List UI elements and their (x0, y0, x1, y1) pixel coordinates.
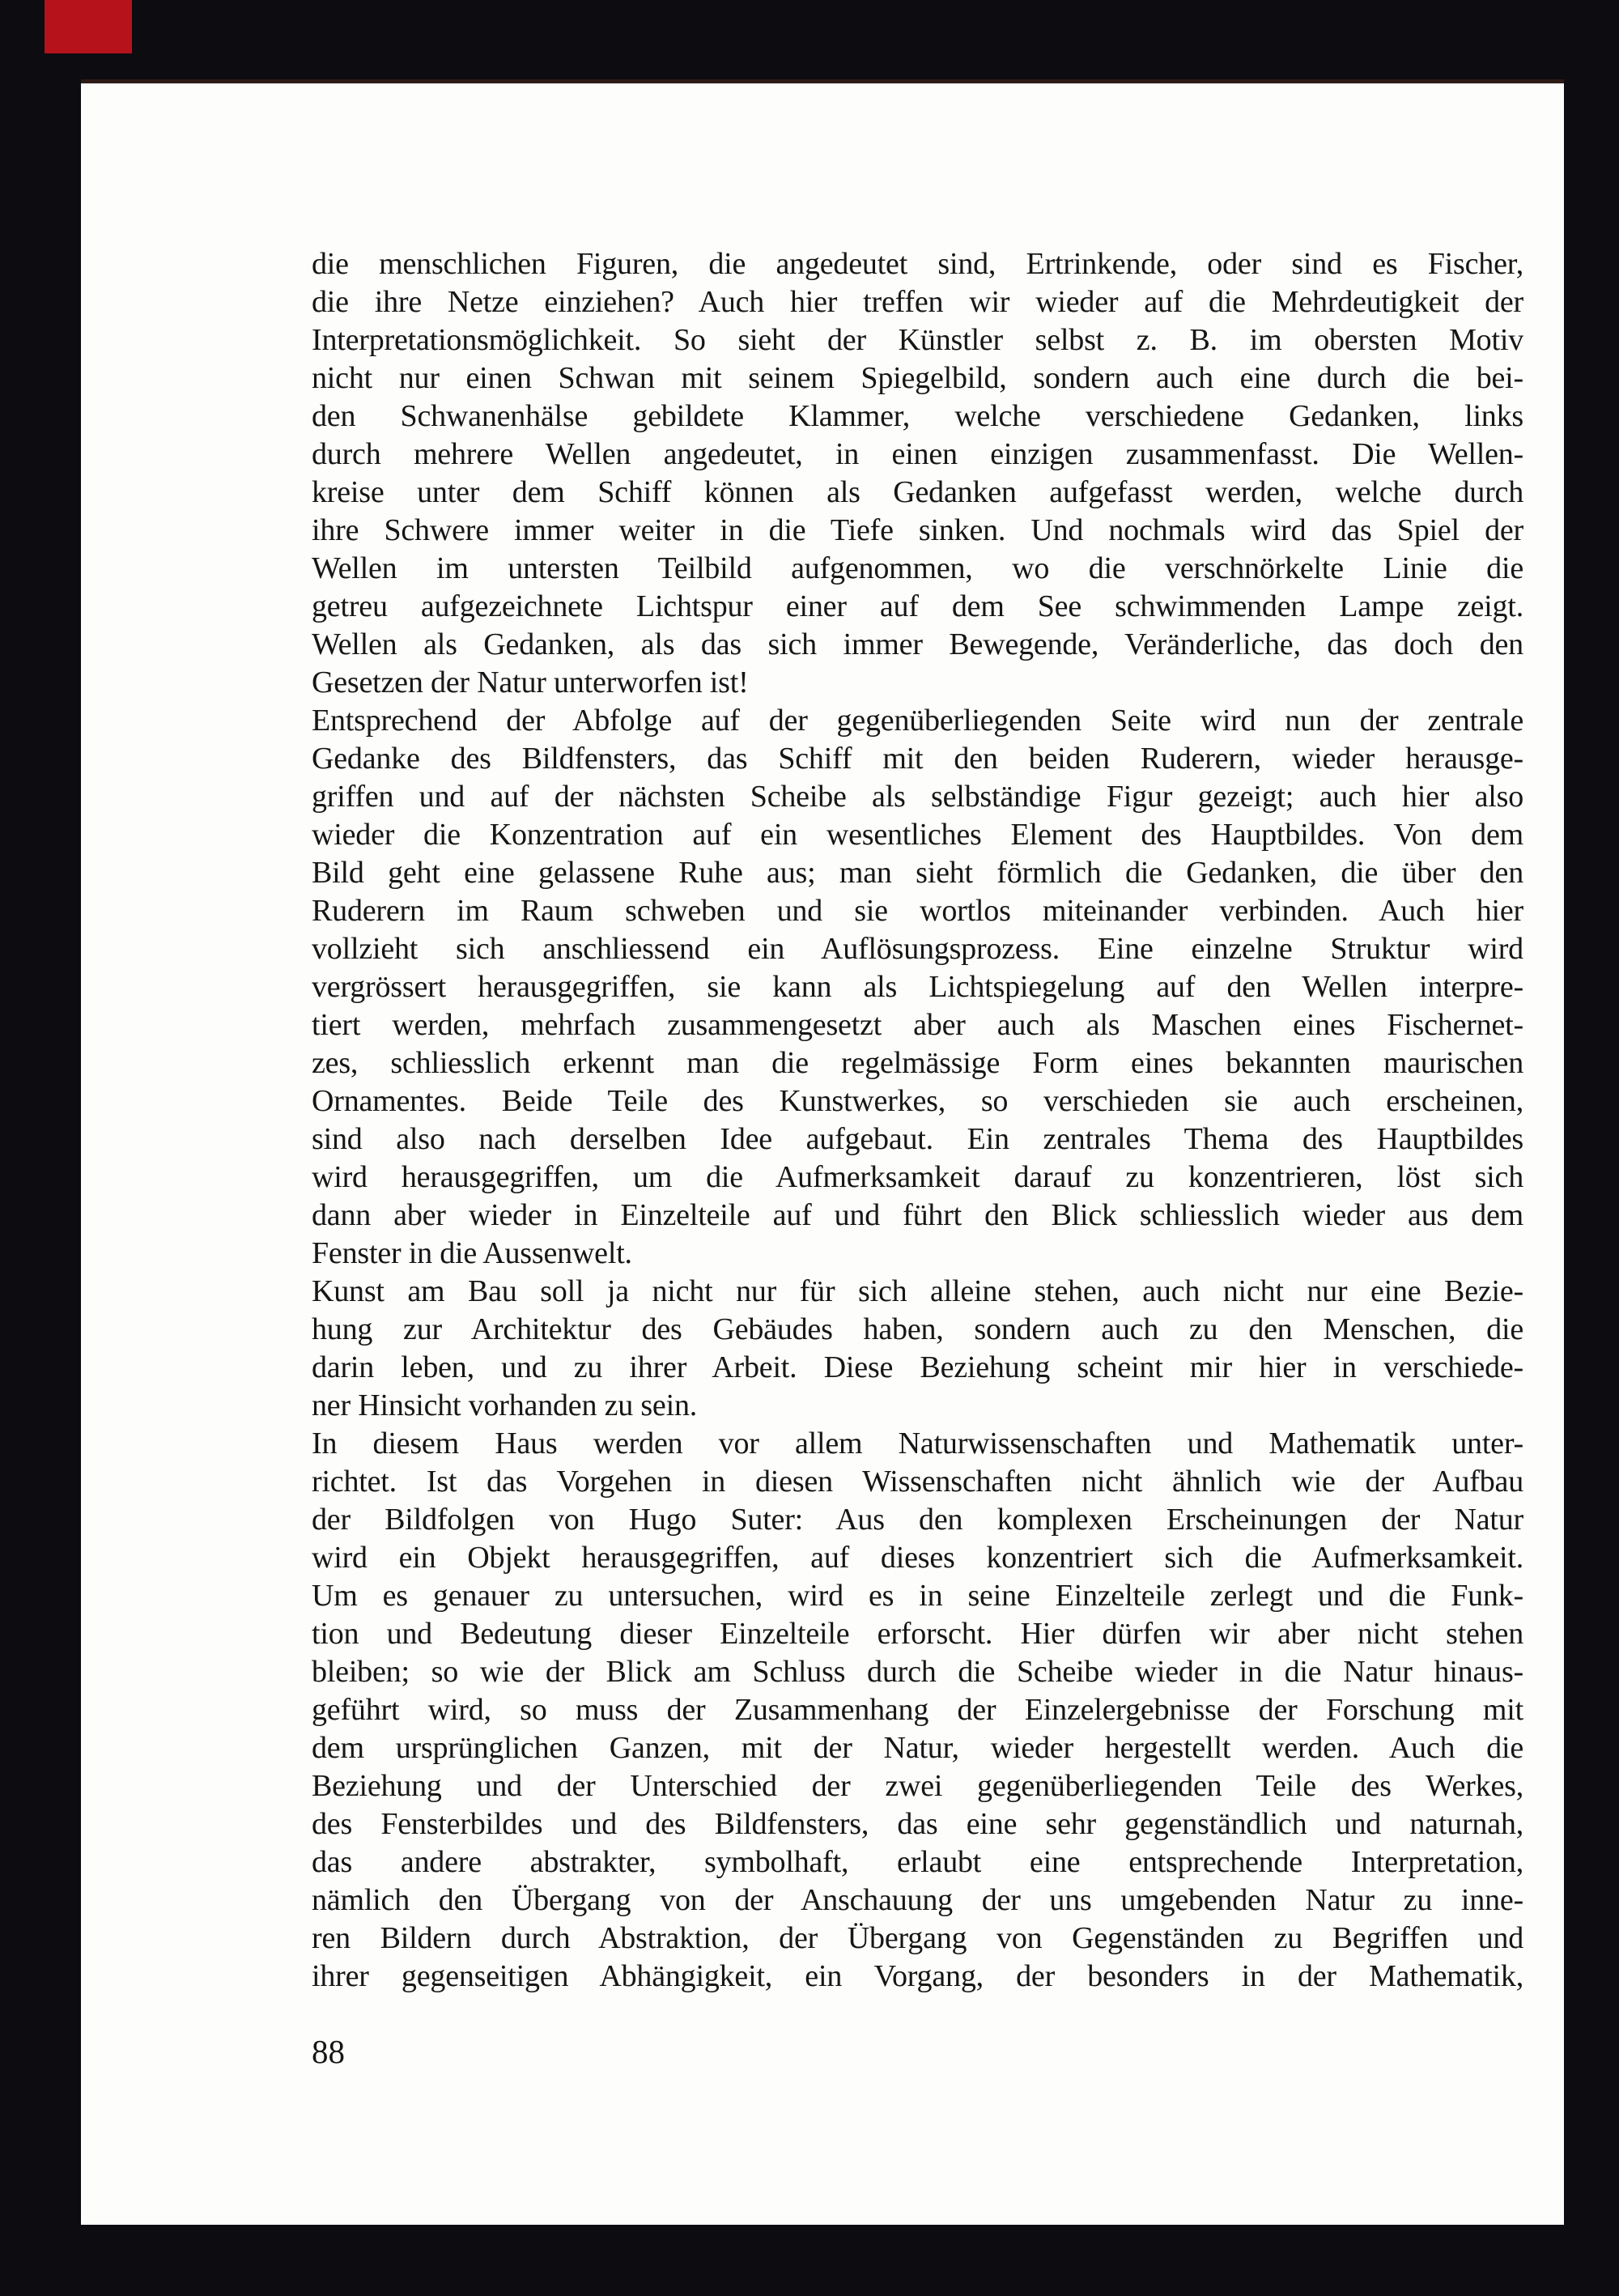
text-line: Gedanke des Bildfensters, das Schiff mit den beiden Ruderern, wieder herausge- (312, 742, 1523, 776)
text-line: Entsprechend der Abfolge auf der gegenüberliegenden Seite wird nun der zentrale (312, 704, 1523, 738)
text-line: Wellen als Gedanken, als das sich immer Bewegende, Veränderliche, das doch den (312, 627, 1523, 661)
text-line: die menschlichen Figuren, die angedeutet sind, Ertrinkende, oder sind es Fischer, (312, 247, 1523, 281)
text-line: Um es genauer zu untersuchen, wird es in seine Einzelteile zerlegt und die Funk- (312, 1579, 1523, 1613)
text-line: Gesetzen der Natur unterworfen ist! (312, 665, 749, 699)
text-line: geführt wird, so muss der Zusammenhang der Einzelergebnisse der Forschung mit (312, 1693, 1523, 1727)
text-line: Beziehung und der Unterschied der zwei gegenüberliegenden Teile des Werkes, (312, 1769, 1523, 1803)
text-line: Ruderern im Raum schweben und sie wortlos miteinander verbinden. Auch hier (312, 894, 1523, 928)
text-line: das andere abstrakter, symbolhaft, erlaubt eine entsprechende Interpretation, (312, 1845, 1523, 1879)
text-line: sind also nach derselben Idee aufgebaut. Ein zentrales Thema des Hauptbildes (312, 1122, 1523, 1156)
text-line: bleiben; so wie der Blick am Schluss durch die Scheibe wieder in die Natur hinaus- (312, 1655, 1523, 1689)
text-line: nicht nur einen Schwan mit seinem Spiegelbild, sondern auch eine durch die bei- (312, 361, 1523, 395)
text-line: griffen und auf der nächsten Scheibe als selbständige Figur gezeigt; auch hier also (312, 780, 1523, 814)
text-line: den Schwanenhälse gebildete Klammer, welche verschiedene Gedanken, links (312, 399, 1523, 433)
text-line: ihrer gegenseitigen Abhängigkeit, ein Vorgang, der besonders in der Mathematik, (312, 1959, 1523, 1993)
text-line: Ornamentes. Beide Teile des Kunstwerkes, so verschieden sie auch erscheinen, (312, 1084, 1523, 1118)
text-line: des Fensterbildes und des Bildfensters, das eine sehr gegenständlich und naturnah, (312, 1807, 1523, 1841)
text-line: zes, schliesslich erkennt man die regelmässige Form eines bekannten maurischen (312, 1046, 1523, 1080)
text-line: ihre Schwere immer weiter in die Tiefe sinken. Und nochmals wird das Spiel der (312, 513, 1523, 547)
text-line: dann aber wieder in Einzelteile auf und führt den Blick schliesslich wieder aus dem (312, 1198, 1523, 1232)
text-line: getreu aufgezeichnete Lichtspur einer auf dem See schwimmenden Lampe zeigt. (312, 589, 1523, 623)
text-line: Bild geht eine gelassene Ruhe aus; man sieht förmlich die Gedanken, die über den (312, 856, 1523, 890)
book-page (81, 79, 1564, 2225)
text-line: der Bildfolgen von Hugo Suter: Aus den komplexen Erscheinungen der Natur (312, 1503, 1523, 1537)
text-line: tion und Bedeutung dieser Einzelteile erforscht. Hier dürfen wir aber nicht stehen (312, 1617, 1523, 1651)
text-line: die ihre Netze einziehen? Auch hier treffen wir wieder auf die Mehrdeutigkeit der (312, 285, 1523, 319)
text-line: vergrössert herausgegriffen, sie kann als Lichtspiegelung auf den Wellen interpre- (312, 970, 1523, 1004)
text-line: Wellen im untersten Teilbild aufgenommen, wo die verschnörkelte Linie die (312, 551, 1523, 585)
text-line: vollzieht sich anschliessend ein Auflösungsprozess. Eine einzelne Struktur wird (312, 932, 1523, 966)
body-text (312, 245, 1523, 1996)
text-line: ren Bildern durch Abstraktion, der Übergang von Gegenständen zu Begriffen und (312, 1921, 1523, 1955)
text-line: Kunst am Bau soll ja nicht nur für sich alleine stehen, auch nicht nur eine Bezie- (312, 1274, 1523, 1308)
text-line: kreise unter dem Schiff können als Gedanken aufgefasst werden, welche durch (312, 475, 1523, 509)
text-line: Interpretationsmöglichkeit. So sieht der Künstler selbst z. B. im obersten Motiv (312, 323, 1523, 357)
text-line: wird herausgegriffen, um die Aufmerksamkeit darauf zu konzentrieren, löst sich (312, 1160, 1523, 1194)
text-line: hung zur Architektur des Gebäudes haben, sondern auch zu den Menschen, die (312, 1312, 1523, 1346)
text-line: richtet. Ist das Vorgehen in diesen Wissenschaften nicht ähnlich wie der Aufbau (312, 1465, 1523, 1499)
text-line: ner Hinsicht vorhanden zu sein. (312, 1388, 698, 1422)
text-line: wieder die Konzentration auf ein wesentliches Element des Hauptbildes. Von dem (312, 818, 1523, 852)
page-number: 88 (312, 2033, 345, 2070)
text-line: wird ein Objekt herausgegriffen, auf dieses konzentriert sich die Aufmerksamkeit. (312, 1541, 1523, 1575)
text-line: dem ursprünglichen Ganzen, mit der Natur, wieder hergestellt werden. Auch die (312, 1731, 1523, 1765)
text-line: tiert werden, mehrfach zusammengesetzt aber auch als Maschen eines Fischernet- (312, 1008, 1523, 1042)
red-corner-mark (45, 0, 132, 53)
text-line: nämlich den Übergang von der Anschauung der uns umgebenden Natur zu inne- (312, 1883, 1523, 1917)
text-line: In diesem Haus werden vor allem Naturwissenschaften und Mathematik unter- (312, 1426, 1523, 1461)
text-line: durch mehrere Wellen angedeutet, in einen einzigen zusammenfasst. Die Wellen- (312, 437, 1523, 471)
text-line: Fenster in die Aussenwelt. (312, 1236, 632, 1270)
text-line: darin leben, und zu ihrer Arbeit. Diese Beziehung scheint mir hier in verschiede- (312, 1350, 1523, 1384)
